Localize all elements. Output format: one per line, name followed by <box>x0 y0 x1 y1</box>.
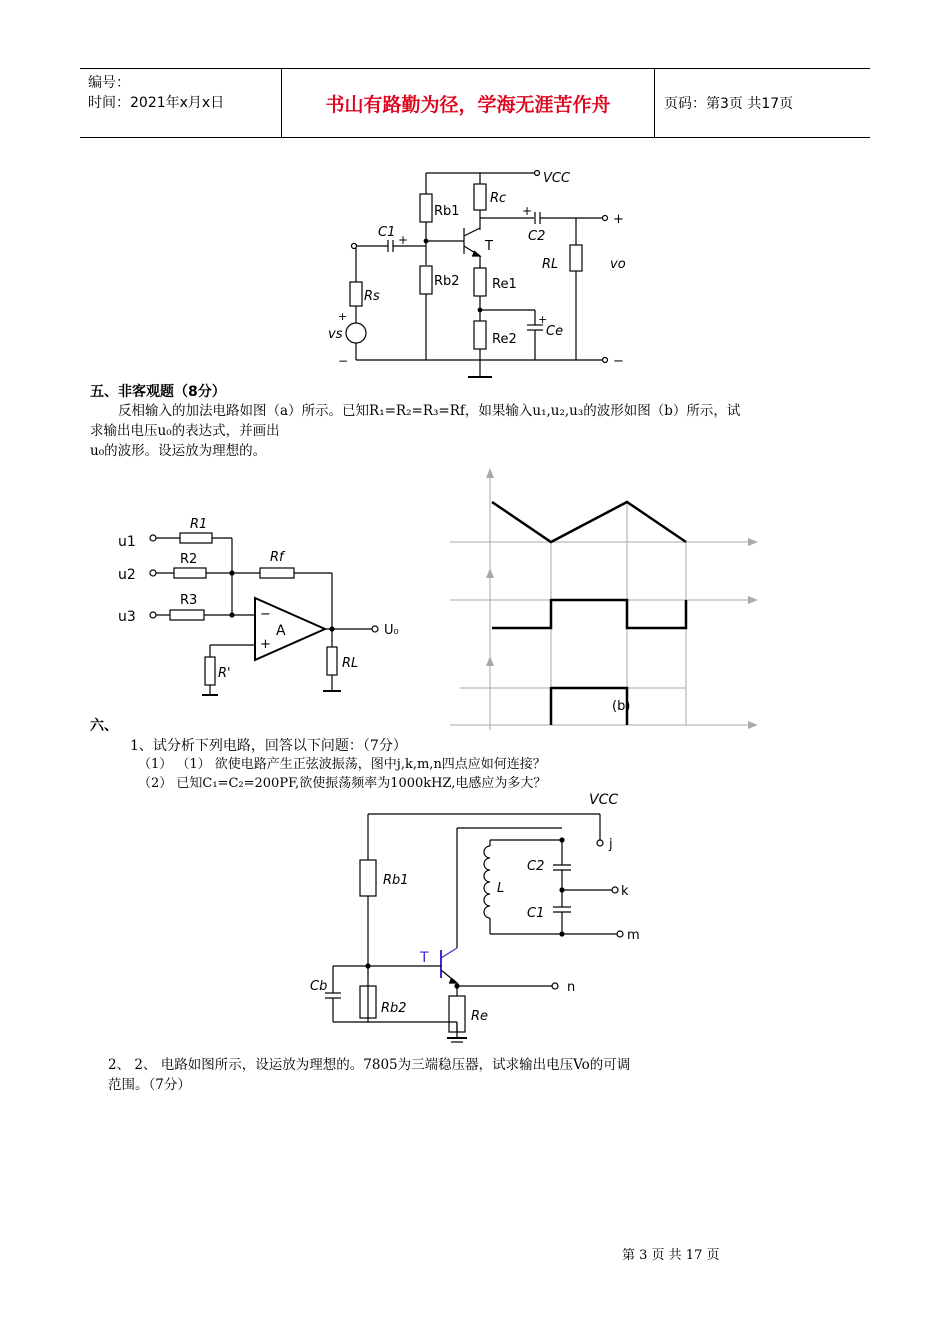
section5-line3: u₀的波形。设运放为理想的。 <box>90 443 267 459</box>
c1-3-label: C1 <box>527 906 545 921</box>
opamp-plus: + <box>260 637 271 652</box>
summing-opamp-circuit <box>110 505 420 705</box>
date-line: 时间：2021年x月x日 <box>88 95 225 111</box>
motto: 书山有路勤为径，学海无涯苦作舟 <box>282 69 655 137</box>
ce-plus: + <box>538 313 548 326</box>
vs-minus: − <box>338 354 349 368</box>
rb2-label: Rb2 <box>434 274 460 289</box>
section6-q1a: （1） （1） 欲使电路产生正弦波振荡，图中j,k,m,n四点应如何连接？ <box>138 757 546 772</box>
section6-q1b: （2） 已知C₁=C₂=200PF,欲使振荡频率为1000kHZ,电感应为多大？ <box>138 776 547 791</box>
rb1-label: Rb1 <box>434 204 460 219</box>
transistor3-label: T <box>420 950 429 966</box>
oscillator-circuit <box>305 790 665 1050</box>
header-info-cell <box>80 69 282 137</box>
re2-label: Re2 <box>492 332 517 347</box>
serial-label: 编号： <box>88 75 130 91</box>
re-3-label: Re <box>471 1009 489 1024</box>
opamp-minus: − <box>260 607 271 622</box>
rs-label: Rs <box>364 289 380 304</box>
rl2-label: RL <box>342 656 359 671</box>
re1-label: Re1 <box>492 277 517 292</box>
page-footer: 第 3 页 共 17 页 <box>622 1248 720 1263</box>
input-waveforms <box>440 460 770 735</box>
section6-heading: 六、 <box>90 718 118 734</box>
u3-label: u3 <box>118 609 136 625</box>
u2-label: u2 <box>118 567 136 583</box>
vcc2-label: VCC <box>589 792 619 808</box>
opamp-a-label: A <box>276 623 286 639</box>
rf-label: Rf <box>270 550 284 565</box>
uo-label: U₀ <box>384 623 399 638</box>
vo-minus: − <box>613 354 624 369</box>
vs-plus: + <box>338 310 348 323</box>
section6-q2: 2、 2、 电路如图所示，设运放为理想的。7805为三端稳压器，试求输出电压Vo的可调 <box>108 1057 631 1073</box>
c1-plus: + <box>398 233 409 247</box>
rprime-label: R' <box>218 666 231 681</box>
vo-plus: + <box>613 212 624 227</box>
u1-label: u1 <box>118 534 136 550</box>
vo-label: vo <box>610 257 626 272</box>
cb-label: Cb <box>310 979 328 994</box>
c2-plus: + <box>522 204 533 218</box>
c1-label: C1 <box>378 225 396 240</box>
page-info: 页码：第3页 共17页 <box>664 96 794 112</box>
section5-line2: 求输出电压u₀的表达式，并画出 <box>90 423 280 439</box>
l-label: L <box>497 881 505 896</box>
amplifier-circuit <box>330 160 640 385</box>
vcc-label: VCC <box>543 171 571 186</box>
r2-label: R2 <box>180 552 198 567</box>
section5-heading: 五、非客观题（8分） <box>90 384 226 400</box>
m-label: m <box>627 928 640 943</box>
rc-label: Rc <box>490 191 507 206</box>
j-label: j <box>609 837 613 852</box>
c2-label: C2 <box>528 229 546 244</box>
c2-3-label: C2 <box>527 859 545 874</box>
r1-label: R1 <box>190 517 208 532</box>
rl-label: RL <box>542 257 559 272</box>
n-label: n <box>567 980 576 995</box>
transistor-label: T <box>485 239 493 254</box>
page-header <box>80 68 870 138</box>
section6-q2b: 范围。（7分） <box>108 1077 191 1093</box>
vs-label: vs <box>328 327 343 342</box>
section5-line1: 反相输入的加法电路如图（a）所示。已知R₁=R₂=R₃=Rf，如果输入u₁,u₂,u₃的波形如图（b）所示，试 <box>118 403 741 419</box>
rb1-3-label: Rb1 <box>383 873 409 888</box>
section6-q1: 1、试分析下列电路，回答以下问题：（7分） <box>130 738 407 754</box>
k-label: k <box>621 884 629 899</box>
r3-label: R3 <box>180 593 198 608</box>
rb2-3-label: Rb2 <box>381 1001 407 1016</box>
ce-label: Ce <box>546 324 564 339</box>
waveform-label: (b) <box>612 699 631 714</box>
